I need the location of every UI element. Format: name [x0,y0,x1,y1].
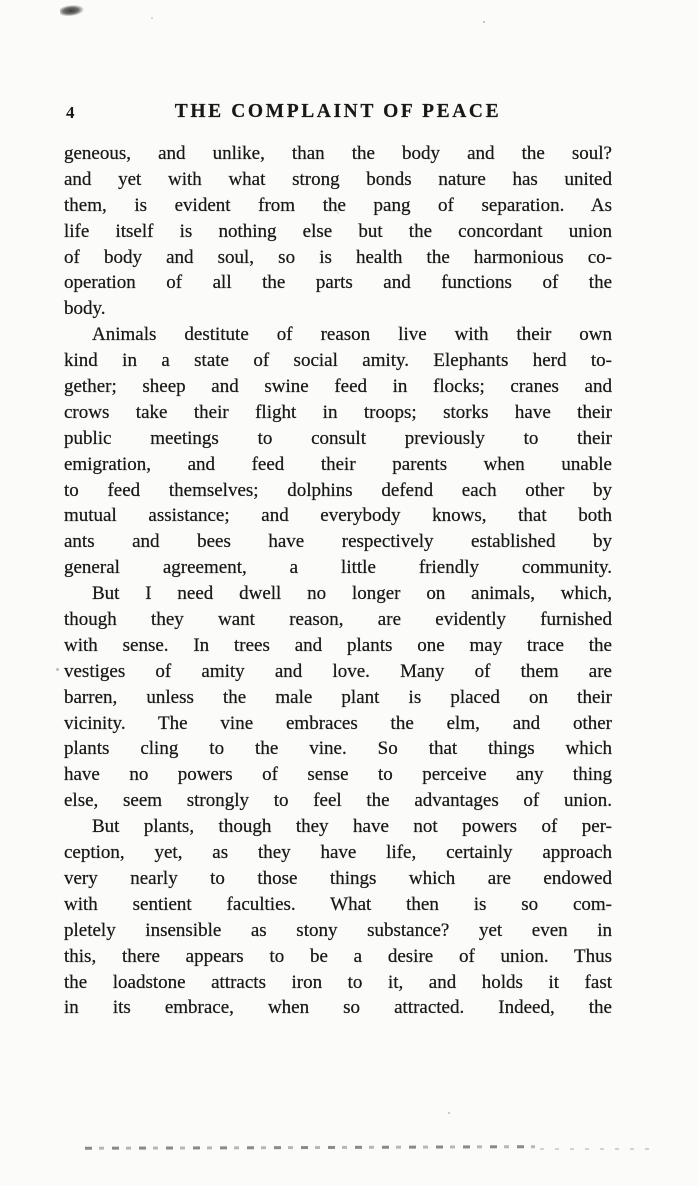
text-line: plants cling to the vine. So that things which [64,738,612,760]
scan-smudge-artifact [59,4,84,17]
text-line: else, seem strongly to feel the advantages of union. [64,790,612,812]
text-line: have no powers of sense to perceive any thing [64,764,612,786]
text-line: But I need dwell no longer on animals, which, [92,583,612,605]
paragraph [64,141,612,322]
paragraph [64,322,612,581]
text-block [64,141,612,1021]
text-line: gether; sheep and swine feed in flocks; cranes and [64,376,612,398]
text-line: very nearly to those things which are endowed [64,867,612,889]
text-line: ants and bees have respectively established by [64,531,612,553]
text-line: body. [64,298,106,320]
text-line: in its embrace, when so attracted. Indeed, the [64,997,612,1019]
text-line: the loadstone attracts iron to it, and holds it fast [64,971,612,993]
text-line: Animals destitute of reason live with their own [92,324,612,346]
text-line: barren, unless the male plant is placed on their [64,686,612,708]
scan-speck [56,668,59,671]
page-number: 4 [66,103,75,122]
text-line: and yet with what strong bonds nature has united [64,168,612,190]
text-line: with sense. In trees and plants one may trace the [64,634,612,656]
text-line: crows take their flight in troops; storks have their [64,401,612,423]
text-line: geneous, and unlike, than the body and the soul? [64,143,612,164]
text-line: But plants, though they have not powers of per- [92,816,612,838]
text-line: them, is evident from the pang of separation. As [64,194,612,216]
text-line: general agreement, a little friendly community. [64,557,612,579]
text-line: to feed themselves; dolphins defend each other by [64,479,612,501]
text-line: with sentient faculties. What then is so com- [64,893,612,915]
paragraph [64,814,612,1021]
scan-speck [448,1112,450,1114]
text-line: vestiges of amity and love. Many of them are [64,660,612,682]
text-line: though they want reason, are evidently furnished [64,609,612,631]
scan-line-artifact [85,1145,535,1149]
running-title: THE COMPLAINT OF PEACE [174,101,502,122]
scan-line-artifact-faint [540,1148,660,1150]
text-line: vicinity. The vine embraces the elm, and other [64,712,612,734]
page-header [64,101,612,125]
text-line: mutual assistance; and everybody knows, that both [64,505,612,527]
text-line: public meetings to consult previously to their [64,427,612,449]
paragraph [64,581,612,814]
text-line: operation of all the parts and functions of the [64,272,612,294]
text-line: of body and soul, so is health the harmonious co- [64,246,612,268]
text-line: kind in a state of social amity. Elephants herd to- [64,350,612,372]
text-line: life itself is nothing else but the concordant union [64,220,612,242]
text-line: ception, yet, as they have life, certainly approach [64,842,612,864]
text-line: pletely insensible as stony substance? yet even in [64,919,612,941]
text-line: emigration, and feed their parents when unable [64,453,612,475]
text-line: this, there appears to be a desire of union. Thus [64,945,612,967]
scan-speck [483,21,485,23]
scan-speck [151,17,153,19]
